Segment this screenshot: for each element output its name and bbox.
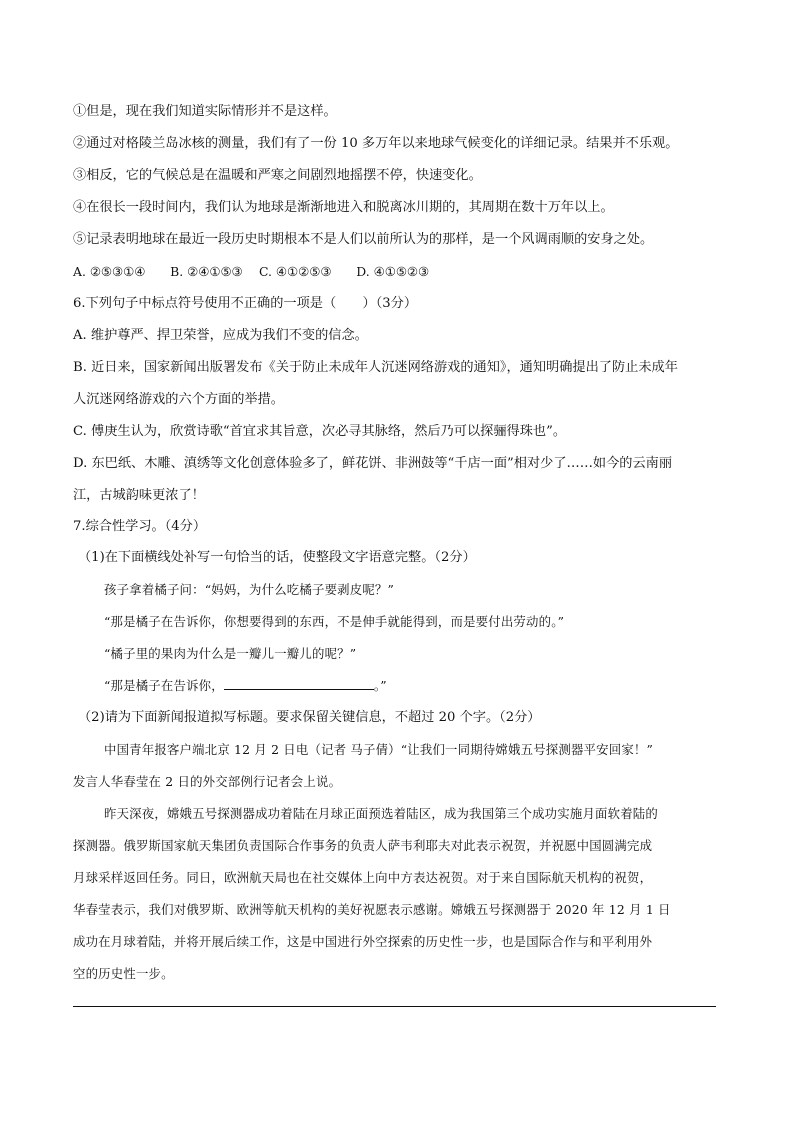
q6-stem: 6.下列句子中标点符号使用不正确的一项是（ ）（3分） [73, 296, 418, 311]
q6-option-a: A. 维护尊严、捍卫荣誉，应成为我们不变的信念。 [73, 328, 368, 343]
q7-dialogue-2: “那是橘子在告诉你，你想要得到的东西，不是伸手就能得到，而是要付出劳动的。” [104, 614, 565, 629]
q5-sentence-1: ①但是，现在我们知道实际情形并不是这样。 [73, 104, 337, 119]
q7-dialogue-4-prefix: “那是橘子在告诉你， [104, 678, 224, 693]
news-line-3: 昨天深夜，嫦娥五号探测器成功着陆在月球正面预选着陆区，成为我国第三个成功实施月面软着陆的 [104, 806, 658, 821]
q7-dialogue-4-suffix: 。” [373, 678, 387, 693]
news-line-7: 成功在月球着陆，并将开展后续工作，这是中国进行外空探索的历史性一步，也是国际合作与和平利用外 [73, 934, 653, 949]
q7-dialogue-3: “橘子里的果肉为什么是一瓣儿一瓣儿的呢？” [104, 646, 357, 661]
news-line-1: 中国青年报客户端北京 12 月 2 日电（记者 马子倩）“让我们一同期待嫦娥五号探测器平安回家！” [104, 742, 654, 757]
q6-option-b-line1: B. 近日来，国家新闻出版署发布《关于防止未成年人沉迷网络游戏的通知》，通知明确提出了防止未成年 [73, 360, 678, 375]
q7-stem: 7.综合性学习。（4分） [73, 519, 207, 534]
news-line-4: 探测器。俄罗斯国家航天集团负责国际合作事务的负责人萨韦利耶夫对此表示祝贺，并祝愿中国圆满完成 [73, 838, 653, 853]
answer-line[interactable] [73, 1006, 716, 1007]
q5-sentence-3: ③相反，它的气候总是在温暖和严寒之间剧烈地摇摆不停，快速变化。 [73, 168, 482, 183]
answer-blank[interactable] [224, 677, 374, 690]
news-line-5: 月球采样返回任务。同日，欧洲航天局也在社交媒体上向中方表达祝贺。对于来自国际航天机构的祝贺， [73, 870, 653, 885]
q5-sentence-4: ④在很长一段时间内，我们认为地球是渐渐地进入和脱离冰川期的，其周期在数十万年以上。 [73, 200, 614, 215]
q5-options: A. ②⑤③①④ B. ②④①⑤③ C. ④①②⑤③ D. ④①⑤②③ [73, 264, 430, 279]
q6-option-d-line1: D. 东巴纸、木雕、滇绣等文化创意体验多了，鲜花饼、非洲鼓等“千店一面”相对少了……如今的云南丽 [73, 456, 673, 471]
q7-part1-prompt: （1)在下面横线处补写一句恰当的话，使整段文字语意完整。（2分） [78, 550, 476, 565]
q5-sentence-5: ⑤记录表明地球在最近一段历史时期根本不是人们以前所认为的那样，是一个风调雨顺的安身之处。 [73, 232, 654, 247]
news-line-6: 华春莹表示，我们对俄罗斯、欧洲等航天机构的美好祝愿表示感谢。嫦娥五号探测器于 2020 年 12 月 1 日 [73, 902, 671, 917]
q6-option-d-line2: 江，古城韵味更浓了！ [73, 488, 205, 503]
news-line-8: 空的历史性一步。 [73, 966, 174, 981]
q7-part2-prompt: （2)请为下面新闻报道拟写标题。要求保留关键信息，不超过 20 个字。（2分） [78, 710, 541, 725]
q7-dialogue-1: 孩子拿着橘子问：“妈妈，为什么吃橘子要剥皮呢？” [104, 582, 395, 597]
q5-sentence-2: ②通过对格陵兰岛冰核的测量，我们有了一份 10 多万年以来地球气候变化的详细记录。结果并不乐观。 [73, 136, 679, 151]
news-line-2: 发言人华春莹在 2 日的外交部例行记者会上说。 [73, 774, 342, 789]
q6-option-c: C. 傅庚生认为，欣赏诗歌“首宜求其旨意，次必寻其脉络，然后乃可以探骊得珠也”。 [73, 424, 567, 439]
q6-option-b-line2: 人沉迷网络游戏的六个方面的举措。 [73, 392, 284, 407]
q7-dialogue-4 [104, 676, 387, 696]
